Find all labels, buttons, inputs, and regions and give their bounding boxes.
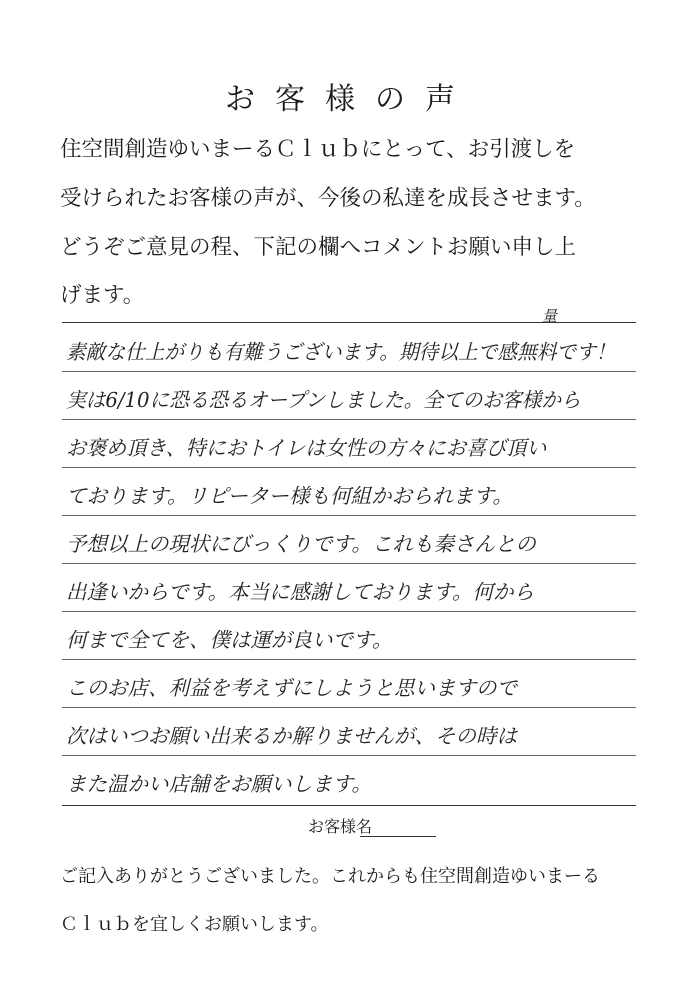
- comment-box: [62, 307, 636, 806]
- ruled-line: [62, 707, 636, 708]
- ruled-line: [62, 611, 636, 612]
- handwritten-comment-line: また温かい店舗をお願いします。: [66, 772, 372, 796]
- handwritten-comment-line: 何まで全てを、僕は運が良いです。: [66, 628, 393, 652]
- ruled-line: [62, 659, 636, 660]
- intro-line: げます。: [60, 283, 145, 308]
- intro-line: 受けられたお客様の声が、今後の私達を成長させます。: [60, 186, 596, 211]
- handwritten-comment-line: 予想以上の現状にびっくりです。これも秦さんとの: [66, 532, 536, 556]
- handwritten-comment-line: 実は6/10に恐る恐るオープンしました。全てのお客様から: [66, 388, 581, 412]
- handwritten-annotation: 量: [542, 307, 558, 325]
- handwritten-comment-line: ております。リピーター様も何組かおられます。: [66, 484, 513, 508]
- ruled-line: [62, 419, 636, 420]
- ruled-line: [62, 563, 636, 564]
- handwritten-comment-line: お褒め頂き、特におトイレは女性の方々にお喜び頂い: [66, 436, 547, 460]
- handwritten-comment-line: このお店、利益を考えずにしようと思いますので: [66, 676, 517, 700]
- page-title: お客様の声: [225, 82, 475, 117]
- ruled-line: [62, 755, 636, 756]
- customer-name-underline: [360, 836, 436, 837]
- handwritten-comment-line: 素敵な仕上がりも有難うございます。期待以上で感無料です！: [66, 340, 616, 364]
- customer-name-label: お客様名: [308, 817, 373, 836]
- intro-line: 住空間創造ゆいまーるＣｌｕｂにとって、お引渡しを: [60, 137, 576, 162]
- intro-line: どうぞご意見の程、下記の欄へコメントお願い申し上: [60, 235, 577, 260]
- closing-line: ご記入ありがとうございました。これからも住空間創造ゆいまーる: [60, 866, 600, 887]
- handwritten-comment-line: 次はいつお願い出来るか解りませんが、その時は: [66, 724, 517, 748]
- handwritten-comment-line: 出逢いからです。本当に感謝しております。何から: [66, 580, 535, 604]
- ruled-line: [62, 371, 636, 372]
- ruled-line: [62, 467, 636, 468]
- closing-line: Ｃｌｕｂを宜しくお願いします。: [60, 914, 329, 935]
- ruled-line: [62, 515, 636, 516]
